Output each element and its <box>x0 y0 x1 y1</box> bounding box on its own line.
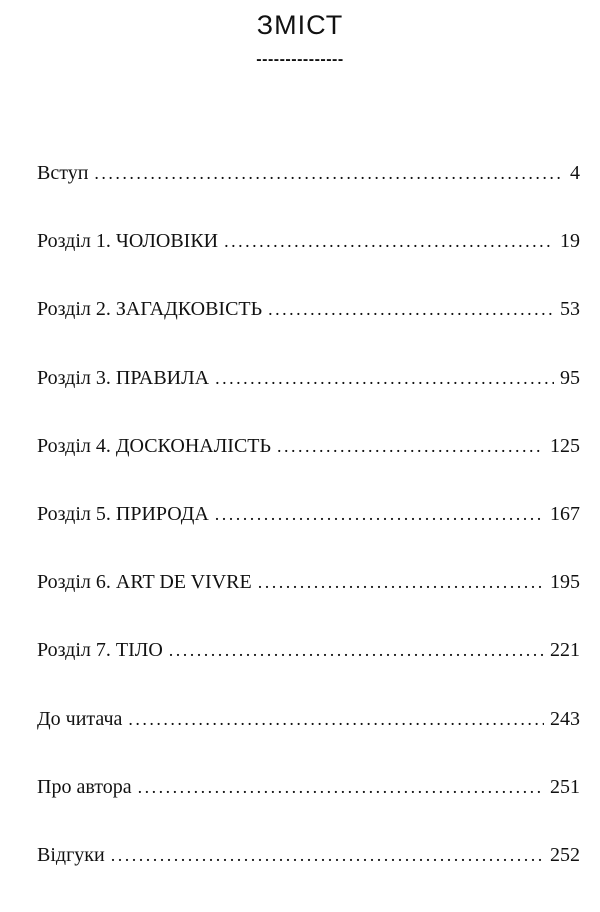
toc-entry-page: 243 <box>550 707 580 730</box>
toc-entry-page: 19 <box>560 230 580 253</box>
dot-leader <box>138 777 544 798</box>
dot-leader <box>215 504 544 525</box>
dot-leader <box>277 436 544 457</box>
toc-entry-label: Розділ 6. ART DE VIVRE <box>37 571 252 594</box>
dot-leader <box>215 368 554 389</box>
toc-entry-label: Розділ 2. ЗАГАДКОВІСТЬ <box>37 298 263 321</box>
toc-entry-page: 195 <box>550 571 580 594</box>
toc-entry-chapter-6 <box>37 571 580 639</box>
toc-entry-label: Розділ 5. ПРИРОДА <box>37 502 209 525</box>
toc-entry-chapter-5 <box>37 503 580 571</box>
toc-entry-intro <box>37 162 580 230</box>
toc-entry-reviews <box>37 844 580 912</box>
dot-leader <box>128 709 544 730</box>
table-of-contents <box>37 162 580 912</box>
toc-entry-label: Розділ 4. ДОСКОНАЛІСТЬ <box>37 434 271 457</box>
dot-leader <box>169 640 544 661</box>
toc-entry-label: Вступ <box>37 162 89 184</box>
toc-entry-page: 95 <box>560 366 580 389</box>
toc-entry-chapter-2 <box>37 298 580 366</box>
title-rule: --------------- <box>256 51 344 68</box>
toc-entry-to-reader <box>37 708 580 776</box>
dot-leader <box>258 572 544 593</box>
toc-entry-page: 251 <box>550 775 580 798</box>
toc-entry-chapter-3 <box>37 367 580 435</box>
toc-entry-page: 125 <box>550 434 580 457</box>
dot-leader <box>224 231 554 252</box>
toc-entry-page: 167 <box>550 502 580 525</box>
toc-entry-label: До читача <box>37 707 123 730</box>
toc-entry-label: Відгуки <box>37 843 105 866</box>
toc-entry-chapter-1 <box>37 230 580 298</box>
toc-entry-label: Розділ 3. ПРАВИЛА <box>37 366 210 389</box>
page-title: ЗМІСТ <box>256 10 344 40</box>
toc-entry-page: 252 <box>550 843 580 866</box>
toc-entry-label: Про автора <box>37 775 132 798</box>
toc-entry-page: 4 <box>570 162 580 184</box>
dot-leader <box>94 163 564 184</box>
toc-entry-chapter-7 <box>37 639 580 707</box>
toc-entry-about-author <box>37 776 580 844</box>
toc-entry-page: 53 <box>560 298 580 321</box>
toc-entry-label: Розділ 1. ЧОЛОВІКИ <box>37 230 219 253</box>
toc-entry-label: Розділ 7. ТІЛО <box>37 639 163 662</box>
toc-entry-page: 221 <box>550 639 580 662</box>
dot-leader <box>111 845 544 866</box>
dot-leader <box>268 299 554 320</box>
toc-entry-chapter-4 <box>37 435 580 503</box>
